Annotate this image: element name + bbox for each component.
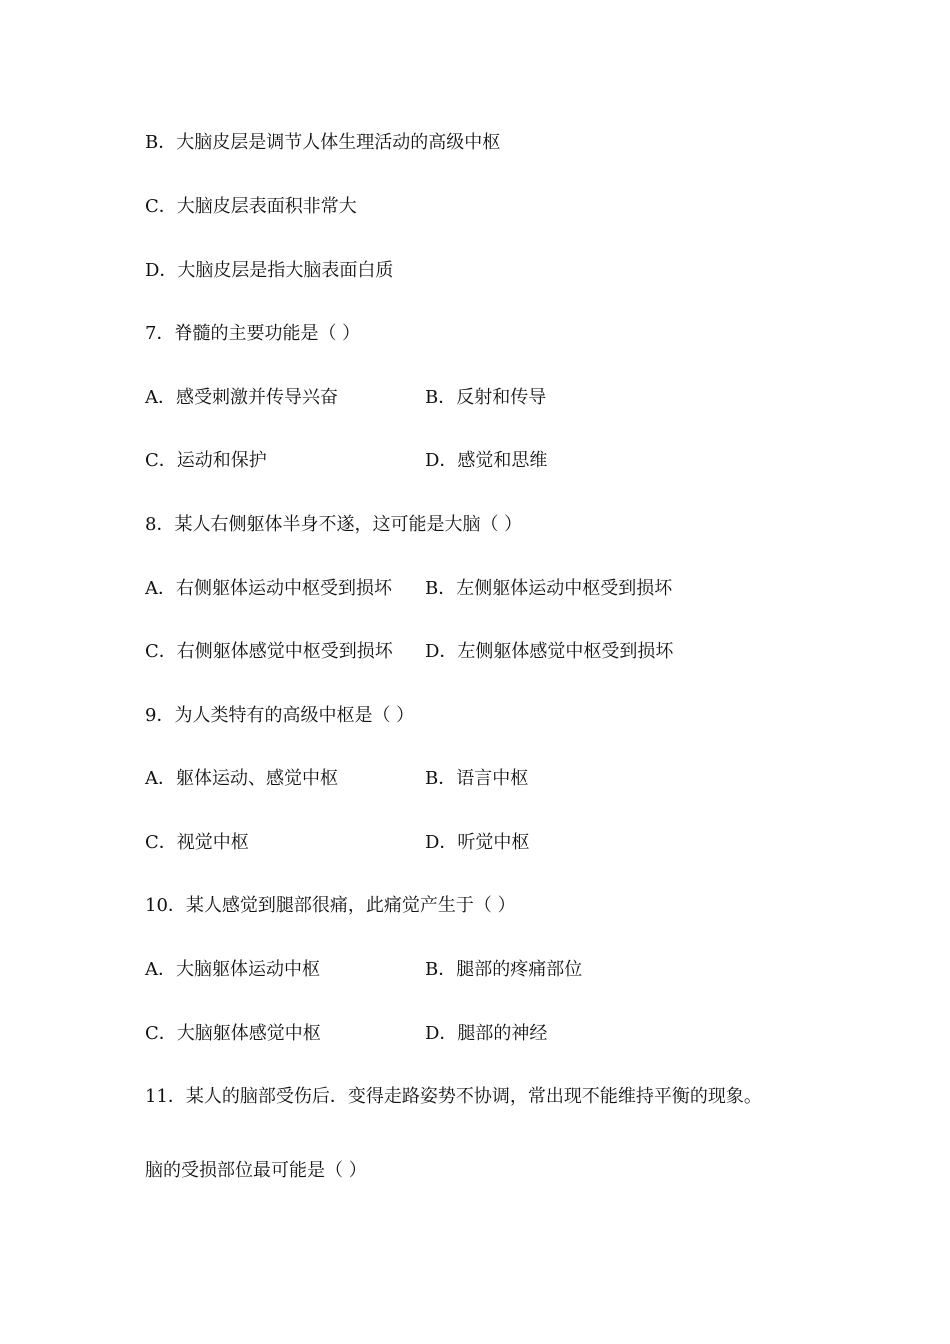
- option-7c: C．运动和保护: [145, 450, 267, 471]
- question-8-options-row-1: [0, 575, 950, 603]
- option-8a: A．右侧躯体运动中枢受到损坏: [145, 578, 392, 599]
- question-10-options-row-1: [0, 956, 950, 984]
- option-10c: C．大脑躯体感觉中枢: [145, 1023, 321, 1044]
- option-9b: B．语言中枢: [425, 768, 529, 789]
- question-9-options-row-1: [0, 765, 950, 793]
- option-6d: D．大脑皮层是指大脑表面白质: [145, 260, 394, 281]
- option-7b: B．反射和传导: [425, 387, 547, 408]
- option-8b: B．左侧躯体运动中枢受到损坏: [425, 578, 673, 599]
- option-7a: A．感受刺激并传导兴奋: [145, 387, 338, 408]
- question-7-options-row-1: [0, 384, 950, 412]
- option-9a: A．躯体运动、感觉中枢: [145, 768, 338, 789]
- option-9d: D．听觉中枢: [425, 832, 530, 853]
- option-7d: D．感觉和思维: [425, 450, 548, 471]
- question-9: 9．为人类特有的高级中枢是（ ）: [145, 705, 415, 726]
- question-11-line-2: 脑的受损部位最可能是（ ）: [145, 1160, 367, 1181]
- option-8d: D．左侧躯体感觉中枢受到损坏: [425, 641, 674, 662]
- question-7-options-row-2: [0, 447, 950, 475]
- question-8: 8．某人右侧躯体半身不遂，这可能是大脑（ ）: [145, 514, 523, 535]
- question-11-line-1: 11．某人的脑部受伤后．变得走路姿势不协调，常出现不能维持平衡的现象。: [145, 1086, 762, 1107]
- question-8-options-row-2: [0, 638, 950, 666]
- question-10-options-row-2: [0, 1020, 950, 1048]
- option-8c: C．右侧躯体感觉中枢受到损坏: [145, 641, 393, 662]
- option-6b: B．大脑皮层是调节人体生理活动的高级中枢: [145, 132, 501, 153]
- question-10: 10．某人感觉到腿部很痛，此痛觉产生于（ ）: [145, 895, 516, 916]
- option-10d: D．腿部的神经: [425, 1023, 548, 1044]
- question-7: 7．脊髓的主要功能是（ ）: [145, 323, 361, 344]
- option-10a: A．大脑躯体运动中枢: [145, 959, 320, 980]
- question-9-options-row-2: [0, 829, 950, 857]
- option-10b: B．腿部的疼痛部位: [425, 959, 583, 980]
- option-9c: C．视觉中枢: [145, 832, 249, 853]
- option-6c: C．大脑皮层表面积非常大: [145, 196, 357, 217]
